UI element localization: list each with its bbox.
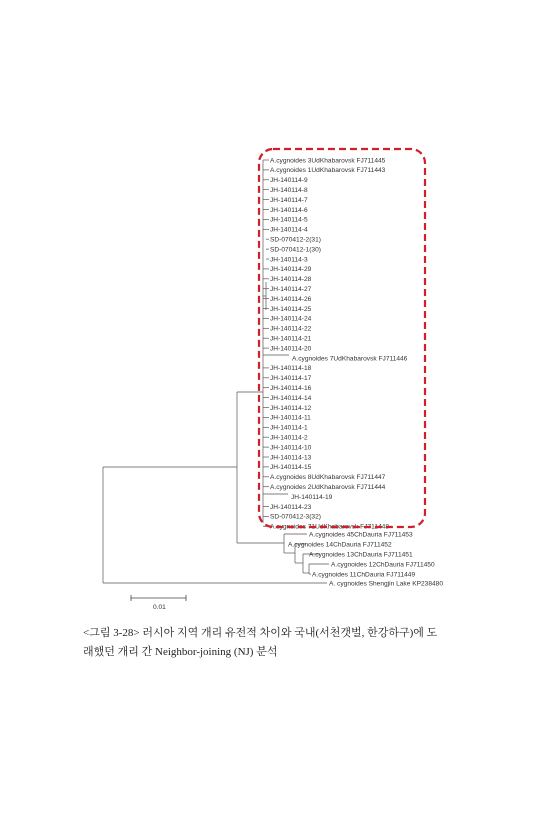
leaf-label: JH-140114-16 bbox=[270, 385, 312, 392]
leaf-label: JH-140114-29 bbox=[270, 266, 312, 274]
leaf-label: JH-140114-8 bbox=[270, 187, 308, 194]
leaf-labels bbox=[270, 157, 443, 587]
leaf-label: JH-140114-13 bbox=[270, 454, 312, 462]
leaf-label: JH-140114-9 bbox=[270, 177, 308, 185]
leaf-label: SD-070412-2(31) bbox=[270, 236, 321, 244]
figure-caption bbox=[83, 624, 483, 662]
leaf-label: JH-140114-23 bbox=[270, 503, 312, 511]
leaf-label: A.cygnoides 1UdKhabarovsk FJ711443 bbox=[270, 167, 386, 175]
leaf-label: JH-140114-10 bbox=[270, 444, 312, 452]
leaf-label: JH-140114-28 bbox=[270, 276, 312, 284]
leaf-label: JH-140114-25 bbox=[270, 305, 312, 313]
leaf-label: A.cygnoides 11ChDauria FJ711449 bbox=[312, 571, 416, 579]
leaf-label: JH-140114-6 bbox=[270, 206, 308, 214]
caption-line-2: 래했던 개리 간 Neighbor-joining (NJ) 분석 bbox=[83, 646, 278, 658]
leaf-label: A.cygnoides 12ChDauria FJ711450 bbox=[331, 561, 435, 569]
leaf-label: JH-140114-11 bbox=[270, 414, 311, 422]
leaf-label: JH-140114-20 bbox=[270, 345, 312, 353]
scale-bar bbox=[131, 595, 186, 611]
leaf-label: SD-070412-1(30) bbox=[270, 246, 321, 254]
leaf-label: A.cygnoides 3UdKhabarovsk FJ711445 bbox=[270, 157, 386, 165]
leaf-label: JH-140114-27 bbox=[270, 286, 312, 293]
leaf-label: JH-140114-22 bbox=[270, 325, 312, 333]
leaf-label: A.cygnoides 8UdKhabarovsk FJ711447 bbox=[270, 474, 386, 482]
leaf-label: JH-140114-2 bbox=[270, 434, 308, 442]
leaf-label: A.cygnoides 71UdKhabarovsk FJ711448 bbox=[270, 523, 390, 531]
leaf-label: A. cygnoides Shengjin Lake KP238480 bbox=[329, 580, 444, 588]
leaf-label: JH-140114-26 bbox=[270, 295, 312, 303]
leaf-label: A.cygnoides 7UdKhabarovsk FJ711446 bbox=[292, 355, 408, 363]
leaf-label: JH-140114-5 bbox=[270, 216, 308, 224]
leaf-label: JH-140114-12 bbox=[270, 404, 312, 412]
leaf-label: A.cygnoides 13ChDauria FJ711451 bbox=[309, 551, 413, 559]
leaf-label: A.cygnoides 14ChDauria FJ711452 bbox=[288, 541, 392, 549]
leaf-label: JH-140114-14 bbox=[270, 394, 312, 402]
scale-bar-label: 0.01 bbox=[153, 604, 166, 611]
leaf-label: JH-140114-7 bbox=[270, 196, 308, 204]
leaf-label: JH-140114-4 bbox=[270, 226, 308, 234]
leaf-label: JH-140114-21 bbox=[270, 335, 312, 343]
leaf-label: JH-140114-3 bbox=[270, 256, 308, 264]
leaf-label: SD-070412-3(32) bbox=[270, 513, 321, 521]
leaf-label: A.cygnoides 45ChDauria FJ711453 bbox=[309, 531, 413, 539]
leaf-label: JH-140114-24 bbox=[270, 315, 312, 323]
leaf-label: JH-140114-19 bbox=[291, 493, 333, 501]
leaf-label: JH-140114-1 bbox=[270, 424, 308, 432]
leaf-label: JH-140114-15 bbox=[270, 464, 312, 472]
caption-line-1: <그림 3-28> 러시아 지역 개리 유전적 차이와 국내(서천갯벌, 한강하구)에 도 bbox=[83, 627, 438, 639]
leaf-label: JH-140114-18 bbox=[270, 365, 312, 373]
leaf-label: A.cygnoides 2UdKhabarovsk FJ711444 bbox=[270, 484, 386, 491]
leaf-label: JH-140114-17 bbox=[270, 375, 312, 383]
